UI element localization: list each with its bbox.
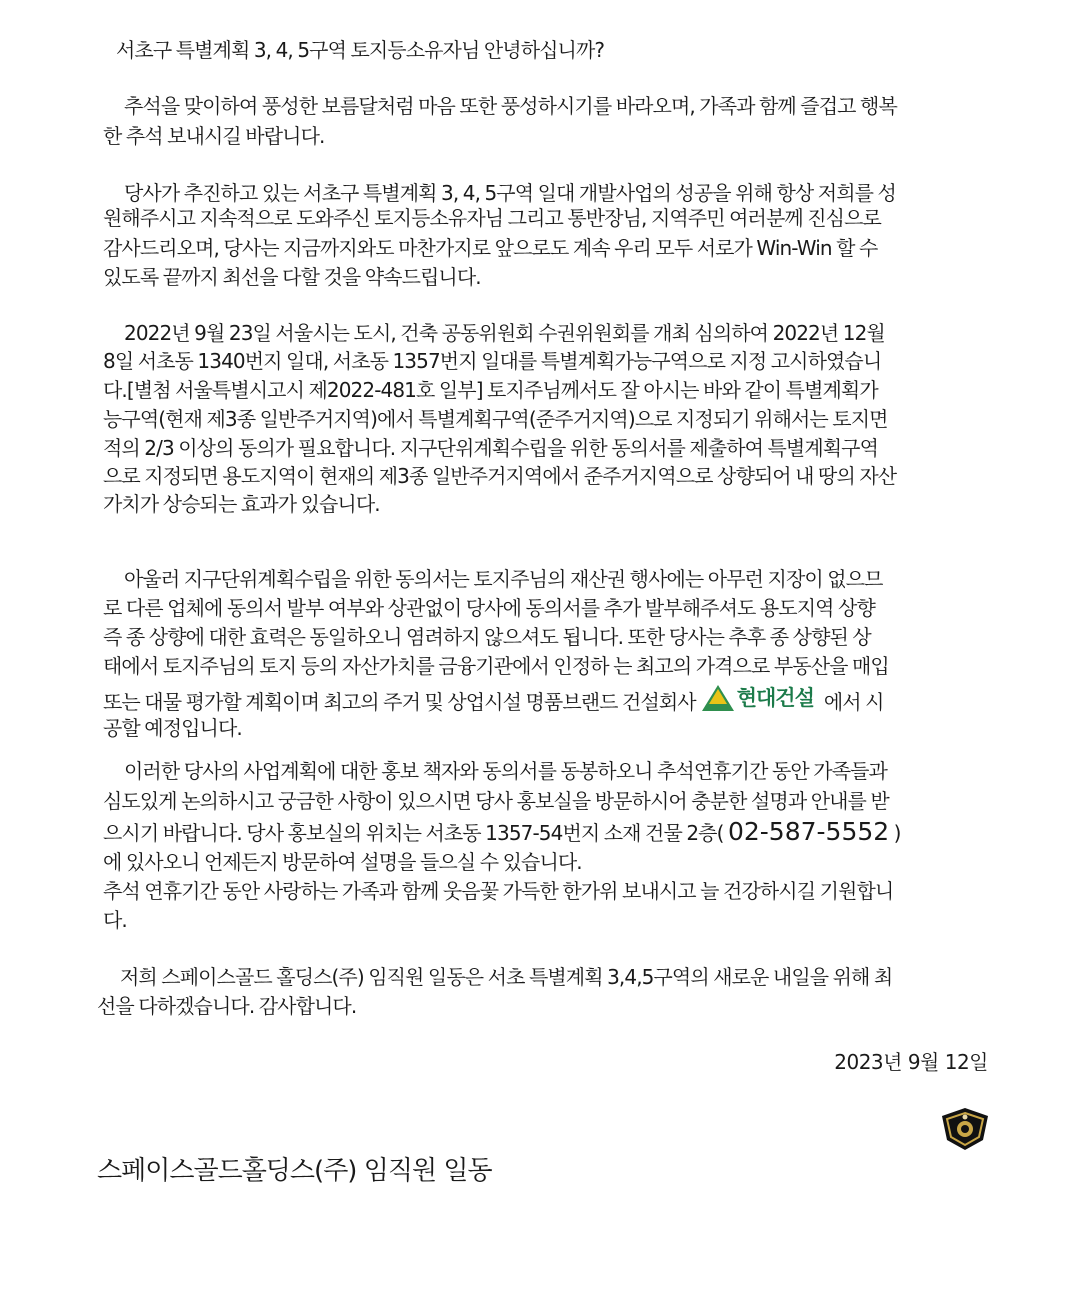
greeting-line: 서초구 특별계획 3, 4, 5구역 토지등소유자님 안녕하십니까? xyxy=(116,38,605,62)
paragraph-line: 있도록 끝까지 최선을 다할 것을 약속드립니다. xyxy=(103,265,481,289)
paragraph-line: 한 추석 보내시길 바랍니다. xyxy=(103,124,325,148)
paragraph-line: 가치가 상승되는 효과가 있습니다. xyxy=(103,492,380,516)
paragraph-line: 태에서 토지주님의 토지 등의 자산가치를 금융기관에서 인정하 는 최고의 가격으로 부동산을 매입 xyxy=(103,654,889,678)
paragraph-text: 에서 시 xyxy=(823,690,884,714)
paragraph-line: 원해주시고 지속적으로 도와주신 토지등소유자님 그리고 통반장님, 지역주민 여러분께 진심으로 xyxy=(103,206,881,230)
paragraph-text: 으시기 바랍니다. 당사 홍보실의 위치는 서초동 1357-54번지 소재 건물 2층( xyxy=(103,821,724,845)
paragraph-text: 또는 대물 평가할 계획이며 최고의 주거 및 상업시설 명품브랜드 건설회사 xyxy=(103,690,696,714)
paragraph-line: 2022년 9월 23일 서울시는 도시, 건축 공동위원회 수권위원회를 개최 심의하여 2022년 12월 xyxy=(124,321,885,345)
paragraph-line: 저희 스페이스골드 홀딩스(주) 임직원 일동은 서초 특별계획 3,4,5구역의 새로운 내일을 위해 최 xyxy=(120,965,893,989)
paragraph-line: 감사드리오며, 당사는 지금까지와도 마찬가지로 앞으로도 계속 우리 모두 서로가 Win-Win 할 수 xyxy=(103,236,878,260)
signature-line: 스페이스골드홀딩스(주) 임직원 일동 xyxy=(97,1156,492,1186)
paragraph-line: 추석을 맞이하여 풍성한 보름달처럼 마음 또한 풍성하시기를 바라오며, 가족과 함께 즐겁고 행복 xyxy=(124,94,897,118)
logo-text: 현대건설 xyxy=(736,685,814,710)
phone-number: 02-587-5552 xyxy=(727,817,890,846)
paragraph-line: 능구역(현재 제3종 일반주거지역)에서 특별계획구역(준주거지역)으로 지정되기 위해서는 토지면 xyxy=(103,407,888,431)
paragraph-line: 즉 종 상향에 대한 효력은 동일하오니 염려하지 않으셔도 됩니다. 또한 당사는 추후 종 상향된 상 xyxy=(103,625,871,649)
paragraph-line: 아울러 지구단위계획수립을 위한 동의서는 토지주님의 재산권 행사에는 아무런 지장이 없으므 xyxy=(124,567,883,591)
paragraph-line: 심도있게 논의하시고 궁금한 사항이 있으시면 당사 홍보실을 방문하시어 충분한 설명과 안내를 받 xyxy=(103,789,889,813)
paragraph-line: 에 있사오니 언제든지 방문하여 설명을 들으실 수 있습니다. xyxy=(103,850,582,874)
company-emblem-icon xyxy=(938,1106,992,1152)
hyundai-construction-logo xyxy=(702,684,814,711)
paragraph-line: 다. xyxy=(103,908,127,932)
paragraph-line-with-logo xyxy=(103,685,1003,717)
paragraph-line: 8일 서초동 1340번지 일대, 서초동 1357번지 일대를 특별계획가능구역으로 지정 고시하였습니 xyxy=(103,349,882,373)
paragraph-line: 적의 2/3 이상의 동의가 필요합니다. 지구단위계획수립을 위한 동의서를 제출하여 특별계획구역 xyxy=(103,436,879,460)
paragraph-line: 이러한 당사의 사업계획에 대한 홍보 책자와 동의서를 동봉하오니 추석연휴기간 동안 가족들과 xyxy=(124,759,887,783)
letter-date: 2023년 9월 12일 xyxy=(834,1050,988,1074)
paragraph-line: 추석 연휴기간 동안 사랑하는 가족과 함께 웃음꽃 가득한 한가위 보내시고 늘 건강하시길 기원합니 xyxy=(103,879,894,903)
paragraph-line-with-phone xyxy=(103,817,1003,846)
paragraph-text: ) xyxy=(893,821,901,845)
paragraph-line: 으로 지정되면 용도지역이 현재의 제3종 일반주거지역에서 준주거지역으로 상향되어 내 땅의 자산 xyxy=(103,464,897,488)
paragraph-line: 다.[별첨 서울특별시고시 제2022-481호 일부] 토지주님께서도 잘 아시는 바와 같이 특별계획가 xyxy=(103,378,878,402)
paragraph-line: 당사가 추진하고 있는 서초구 특별계획 3, 4, 5구역 일대 개발사업의 성공을 위해 항상 저희를 성 xyxy=(124,181,896,205)
paragraph-line: 로 다른 업체에 동의서 발부 여부와 상관없이 당사에 동의서를 추가 발부해주셔도 용도지역 상향 xyxy=(103,596,875,620)
paragraph-line: 선을 다하겠습니다. 감사합니다. xyxy=(97,994,357,1018)
triangle-logo-icon xyxy=(702,685,734,711)
paragraph-line: 공할 예정입니다. xyxy=(103,716,242,740)
